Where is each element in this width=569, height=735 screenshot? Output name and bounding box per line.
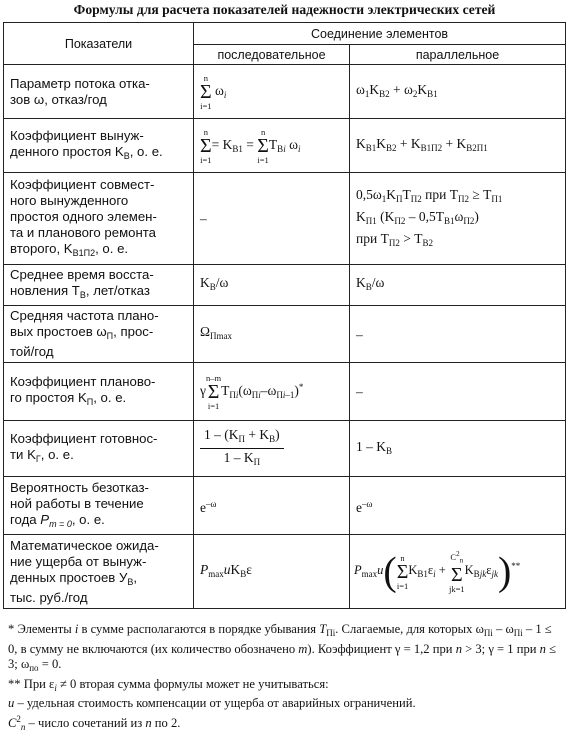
- parallel-formula: $0,5\omega_1K_ПT_{П2}$ при $T_{П2} \ge T_{П1}$ $K_{П1}$ $(K_{П2} - 0,5T_{B1}\omega_{П2})$ при $T_{П2} > T_{B2}$: [350, 173, 566, 265]
- parallel-formula: $\omega_1K_{B2} + \omega_2K_{B1}$: [350, 65, 566, 119]
- row-label: Средняя частота плано- вых простоев $\omega_П$, прос- той/год: [4, 306, 194, 363]
- table-row: [4, 119, 566, 173]
- serial-formula: $K_B/\omega$: [194, 265, 350, 306]
- row-label: Коэффициент планово- го простоя $K_П$, о. е.: [4, 363, 194, 421]
- footnote-1: * Элементы i в сумме располагаются в порядке убывания $T_{Пi}$. Слагаемые, для которых $\omega_{Пi} - \omega_{Пi} - 1 \le 0$, в сумму не включаются (их количество обозначено m). Коэффициент γ = 1,2 при n > 3; γ = 1 при n ≤ 3; $\omega_{по} = 0$.: [8, 622, 563, 677]
- parallel-formula: $K_{B1}K_{B2} + K_{B1П2} + K_{B2П1}$: [350, 119, 566, 173]
- parallel-formula: $1 - K_B$: [350, 421, 566, 477]
- table-row: [4, 306, 566, 363]
- footnote-3: u – удельная стоимость компенсации от ущерба от аварийных ограничений.: [8, 696, 563, 712]
- header-serial: последовательное: [194, 45, 350, 65]
- serial-formula: γ n–m Σ i=1 $T_{Пi}(\omega_{Пi}-\omega_{Пi-1})^*$: [194, 363, 350, 421]
- header-indicators: Показатели: [4, 23, 194, 65]
- parallel-formula: $P_{max}u$( n Σ i=1 $K_{B1}\varepsilon_i$ + $C^2_n$ Σ jk=1 $K_{Bjk}\varepsilon_{jk})^{**}$: [350, 535, 566, 609]
- row-label: Коэффициент готовнос- ти $K_Г$, о. е.: [4, 421, 194, 477]
- header-connection: Соединение элементов: [194, 23, 566, 45]
- table-row: [4, 363, 566, 421]
- serial-formula: –: [194, 173, 350, 265]
- parallel-formula: –: [350, 306, 566, 363]
- table-row: [4, 265, 566, 306]
- serial-formula: $\frac{1 - (K_П + K_B)}{1 - K_П}$: [194, 421, 350, 477]
- row-label: Коэффициент совмест- ного вынужденного простоя одного элемен- та и планового ремонта второго, $K_{B1П2}$, о. е.: [4, 173, 194, 265]
- table-row: [4, 535, 566, 609]
- serial-formula: n Σ i=1 $\omega_i$: [194, 65, 350, 119]
- serial-formula: $\Omega_{Пmax}$: [194, 306, 350, 363]
- footnotes: [8, 622, 563, 735]
- header-parallel: параллельное: [350, 45, 566, 65]
- table-row: [4, 477, 566, 535]
- footnote-2: ** При $\varepsilon_i \ne 0$ вторая сумма формулы может не учитываться:: [8, 677, 563, 697]
- row-label: Вероятность безотказ- ной работы в течение года $P_{m = 0}$, о. е.: [4, 477, 194, 535]
- table-row: [4, 173, 566, 265]
- row-label: Параметр потока отка- зов ω, отказ/год: [4, 65, 194, 119]
- serial-formula: $P_{max}uK_B\varepsilon$: [194, 535, 350, 609]
- row-label: Среднее время восста- новления $T_B$, лет/отказ: [4, 265, 194, 306]
- parallel-formula: –: [350, 363, 566, 421]
- parallel-formula: $e^{-\omega}$: [350, 477, 566, 535]
- serial-formula: $e^{-\omega}$: [194, 477, 350, 535]
- row-label: Коэффициент вынуж- денного простоя $K_B$, о. е.: [4, 119, 194, 173]
- row-label: Математическое ожида- ние ущерба от вынуж- денных простоев $У_B$, тыс. руб./год: [4, 535, 194, 609]
- reliability-formulas-table: [3, 22, 566, 609]
- page-title: Формулы для расчета показателей надежности электрических сетей: [0, 2, 569, 18]
- serial-formula: n Σ i=1 = $K_{B1}$ = n Σ i=1 $T_{Bi}$ $\omega_i$: [194, 119, 350, 173]
- table-row: [4, 65, 566, 119]
- parallel-formula: $K_B/\omega$: [350, 265, 566, 306]
- table-row: [4, 421, 566, 477]
- footnote-4: $C^2_n$ – число сочетаний из n по 2.: [8, 712, 563, 735]
